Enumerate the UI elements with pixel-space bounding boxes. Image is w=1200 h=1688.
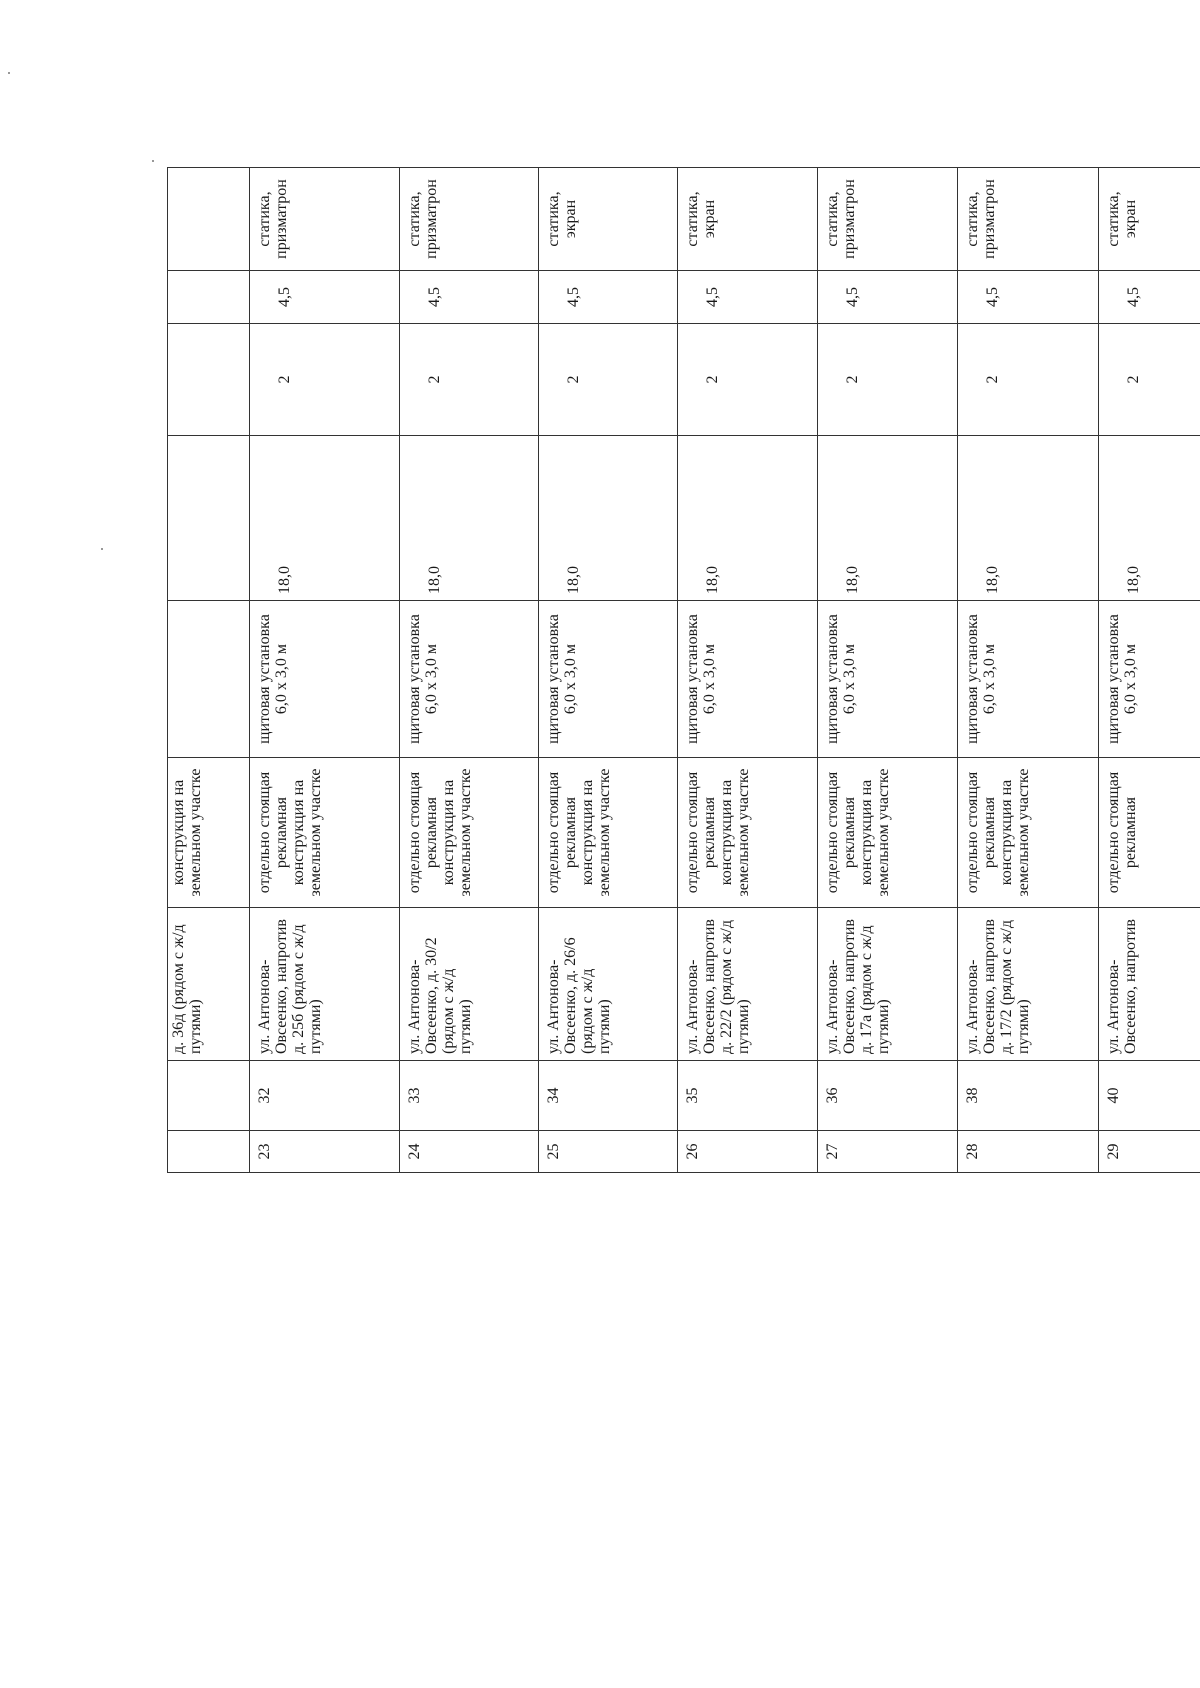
cell-description: щитовая установка 6,0 х 3,0 м xyxy=(817,601,958,758)
cell-technology: статика, призматрон xyxy=(399,168,538,271)
cell-address: ул. Антонова-Овсеенко, напротив д. 22/2 (рядом с ж/д путями) xyxy=(678,908,817,1061)
cell-address: ул. Антонова-Овсеенко, д. 30/2 (рядом с ж/д путями) xyxy=(399,908,538,1061)
cell-number: 23 xyxy=(250,1131,400,1173)
cell-height: 4,5 xyxy=(399,271,538,324)
cell-number xyxy=(168,1131,250,1173)
cell-height: 4,5 xyxy=(678,271,817,324)
cell-structure-type: отдельно стоящая рекламная конструкция на земельном участке xyxy=(250,758,400,908)
table-row xyxy=(250,168,400,1173)
cell-address: ул. Антонова-Овсеенко, напротив д. 17а (рядом с ж/д путями) xyxy=(817,908,958,1061)
cell-technology: статика, призматрон xyxy=(958,168,1099,271)
cell-height: 4,5 xyxy=(538,271,677,324)
cell-height: 4,5 xyxy=(250,271,400,324)
cell-height xyxy=(168,271,250,324)
table-row xyxy=(1098,168,1200,1173)
cell-technology xyxy=(168,168,250,271)
cell-height: 4,5 xyxy=(958,271,1099,324)
cell-description: щитовая установка 6,0 х 3,0 м xyxy=(250,601,400,758)
cell-description: щитовая установка 6,0 х 3,0 м xyxy=(1098,601,1200,758)
cell-sides: 2 xyxy=(817,324,958,436)
cell-id: 36 xyxy=(817,1061,958,1131)
cell-structure-type: отдельно стоящая рекламная xyxy=(1098,758,1200,908)
cell-structure-type: конструкция на земельном участке xyxy=(168,758,250,908)
cell-address: ул. Антонова-Овсеенко, напротив xyxy=(1098,908,1200,1061)
scan-speck xyxy=(152,160,154,162)
cell-technology: статика, экран xyxy=(538,168,677,271)
cell-id: 38 xyxy=(958,1061,1099,1131)
cell-address: д. 36д (рядом с ж/д путями) xyxy=(168,908,250,1061)
cell-sides: 2 xyxy=(678,324,817,436)
cell-number: 24 xyxy=(399,1131,538,1173)
scan-speck xyxy=(101,548,103,550)
cell-structure-type: отдельно стоящая рекламная конструкция на земельном участке xyxy=(958,758,1099,908)
cell-id: 33 xyxy=(399,1061,538,1131)
cell-id xyxy=(168,1061,250,1131)
cell-area: 18,0 xyxy=(399,436,538,601)
table-row xyxy=(958,168,1099,1173)
table-row xyxy=(399,168,538,1173)
cell-address: ул. Антонова-Овсеенко, д. 26/6 (рядом с ж/д путями) xyxy=(538,908,677,1061)
cell-number: 28 xyxy=(958,1131,1099,1173)
cell-technology: статика, экран xyxy=(1098,168,1200,271)
cell-area: 18,0 xyxy=(1098,436,1200,601)
cell-area: 18,0 xyxy=(538,436,677,601)
cell-description: щитовая установка 6,0 х 3,0 м xyxy=(678,601,817,758)
cell-sides: 2 xyxy=(399,324,538,436)
cell-area: 18,0 xyxy=(250,436,400,601)
cell-number: 27 xyxy=(817,1131,958,1173)
continuation-row xyxy=(168,168,250,1173)
cell-technology: статика, экран xyxy=(678,168,817,271)
cell-sides: 2 xyxy=(958,324,1099,436)
cell-id: 40 xyxy=(1098,1061,1200,1131)
cell-area: 18,0 xyxy=(958,436,1099,601)
cell-address: ул. Антонова-Овсеенко, напротив д. 25б (рядом с ж/д путями) xyxy=(250,908,400,1061)
cell-height: 4,5 xyxy=(1098,271,1200,324)
cell-id: 35 xyxy=(678,1061,817,1131)
cell-sides: 2 xyxy=(538,324,677,436)
cell-number: 29 xyxy=(1098,1131,1200,1173)
cell-id: 34 xyxy=(538,1061,677,1131)
advertising-structures-table xyxy=(167,167,1200,1173)
table-row xyxy=(817,168,958,1173)
cell-number: 25 xyxy=(538,1131,677,1173)
cell-description: щитовая установка 6,0 х 3,0 м xyxy=(399,601,538,758)
cell-sides: 2 xyxy=(1098,324,1200,436)
cell-description: щитовая установка 6,0 х 3,0 м xyxy=(958,601,1099,758)
cell-structure-type: отдельно стоящая рекламная конструкция на земельном участке xyxy=(678,758,817,908)
table-row xyxy=(678,168,817,1173)
cell-description xyxy=(168,601,250,758)
cell-structure-type: отдельно стоящая рекламная конструкция на земельном участке xyxy=(399,758,538,908)
cell-address: ул. Антонова-Овсеенко, напротив д. 17/2 (рядом с ж/д путями) xyxy=(958,908,1099,1061)
cell-technology: статика, призматрон xyxy=(250,168,400,271)
cell-sides: 2 xyxy=(250,324,400,436)
table-row xyxy=(538,168,677,1173)
cell-number: 26 xyxy=(678,1131,817,1173)
cell-area xyxy=(168,436,250,601)
rotated-table-page xyxy=(167,168,1200,1173)
cell-technology: статика, призматрон xyxy=(817,168,958,271)
cell-area: 18,0 xyxy=(678,436,817,601)
cell-sides xyxy=(168,324,250,436)
cell-height: 4,5 xyxy=(817,271,958,324)
cell-area: 18,0 xyxy=(817,436,958,601)
cell-structure-type: отдельно стоящая рекламная конструкция на земельном участке xyxy=(817,758,958,908)
scan-speck xyxy=(8,72,10,74)
table-body xyxy=(168,168,1200,1173)
cell-description: щитовая установка 6,0 х 3,0 м xyxy=(538,601,677,758)
cell-id: 32 xyxy=(250,1061,400,1131)
cell-structure-type: отдельно стоящая рекламная конструкция на земельном участке xyxy=(538,758,677,908)
